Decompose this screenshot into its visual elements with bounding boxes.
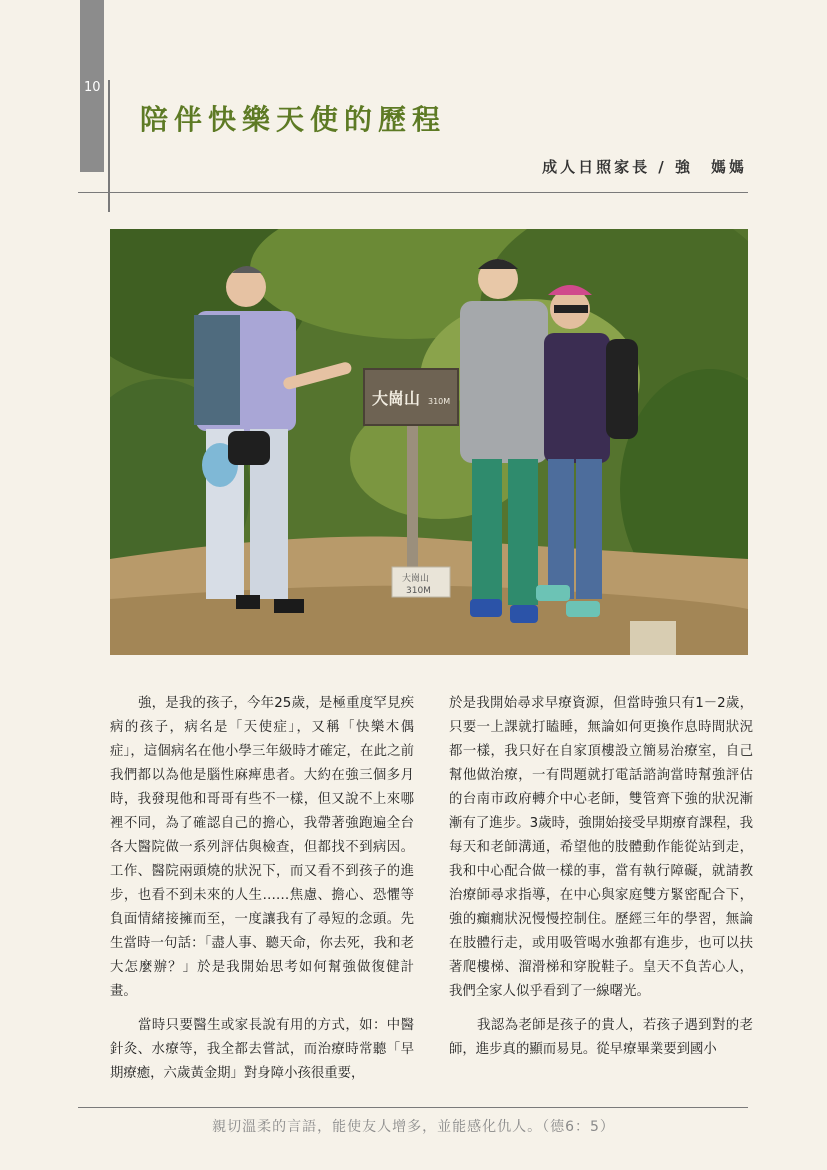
family-hiking-photo bbox=[110, 229, 748, 655]
header-divider bbox=[78, 192, 748, 193]
article-column-right bbox=[449, 692, 753, 1062]
footer-divider bbox=[78, 1107, 748, 1108]
article-title: 陪伴快樂天使的歷程 bbox=[140, 103, 447, 136]
stone-subtext: 310M bbox=[406, 586, 431, 596]
article-byline: 成人日照家長 / 強 媽媽 bbox=[542, 158, 747, 176]
article-paragraph: 強，是我的孩子，今年25歲，是極重度罕見疾病的孩子，病名是「天使症」，又稱「快樂木偶症」，這個病名在他小學三年級時才確定，在此之前我們都以為他是腦性麻痺患者。大約在強三個多月時，我發現他和哥哥有些不一樣，但又說不上來哪裡不同，為了確認自己的擔心，我帶著強跑遍全台各大醫院做一系列評估與檢查，但都找不到病因。工作、醫院兩頭燒的狀況下，而又看不到孩子的進步，也看不到未來的人生……焦慮、擔心、恐懼等負面情緒接擁而至，一度讓我有了尋短的念頭。先生當時一句話：「盡人事、聽天命，你去死，我和老大怎麼辦？」於是我開始思考如何幫強做復健計畫。 bbox=[110, 696, 414, 999]
footer-verse: 親切溫柔的言語，能使友人增多，並能感化仇人。（德6：5） bbox=[212, 1119, 615, 1135]
stone-text: 大崗山 bbox=[402, 574, 430, 584]
article-paragraph: 我認為老師是孩子的貴人，若孩子遇到對的老師，進步真的顯而易見。從早療畢業要到國小 bbox=[449, 1018, 753, 1057]
page-number: 10 bbox=[84, 80, 101, 95]
article-paragraph: 於是我開始尋求早療資源，但當時強只有1－2歲，只要一上課就打瞌睡，無論如何更換作息時間狀況都一樣，我只好在自家頂樓設立簡易治療室，自己幫他做治療，一有問題就打電話諮詢當時幫強評估的台南市政府轉介中心老師，雙管齊下強的狀況漸漸有了進步。3歲時，強開始接受早期療育課程，我每天和老師溝通，希望他的肢體動作能從站到走，我和中心配合做一樣的事，當有執行障礙，就請教治療師尋求指導，在中心與家庭雙方緊密配合下，強的癲癇狀況慢慢控制住。歷經三年的學習，無論在肢體行走，或用吸管喝水強都有進步，也可以扶著爬樓梯、溜滑梯和穿脫鞋子。皇天不負苦心人，我們全家人似乎看到了一線曙光。 bbox=[449, 696, 753, 999]
article-column-left bbox=[110, 692, 414, 1086]
sign-subtext: 310M bbox=[428, 397, 451, 406]
sign-text: 大崗山 bbox=[372, 389, 421, 408]
article-paragraph: 當時只要醫生或家長說有用的方式，如：中醫針灸、水療等，我全都去嘗試，而治療時常聽「早期療癒，六歲黃金期」對身障小孩很重要， bbox=[110, 1018, 414, 1081]
